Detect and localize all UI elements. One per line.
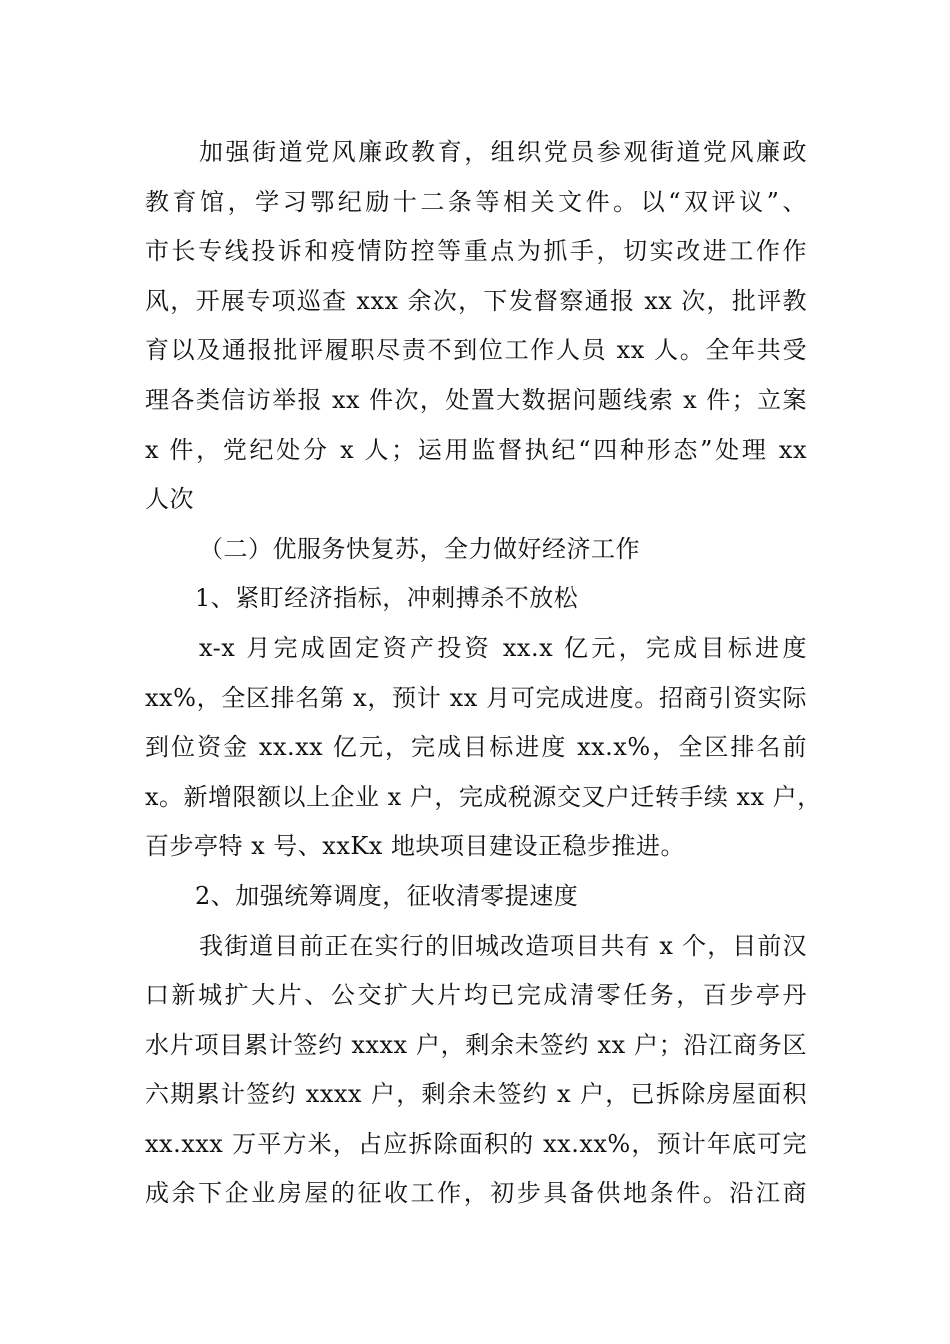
text-line: 我街道目前正在实行的旧城改造项目共有 x 个，目前汉 (199, 931, 807, 960)
text-line: 风，开展专项巡查 xxx 余次，下发督察通报 xx 次，批评教 (145, 286, 807, 315)
text-line: 到位资金 xx.xx 亿元，完成目标进度 xx.x%，全区排名前 (145, 733, 807, 762)
document-page (145, 128, 822, 1219)
text-line: 市长专线投诉和疫情防控等重点为抓手，切实改进工作作 (145, 237, 807, 266)
text-line: 育以及通报批评履职尽责不到位工作人员 xx 人。全年共受 (145, 336, 807, 365)
text-line: 人次 (145, 485, 194, 514)
text-line: 成余下企业房屋的征收工作，初步具备供地条件。沿江商 (145, 1179, 807, 1208)
text-line: 理各类信访举报 xx 件次，处置大数据问题线索 x 件；立案 (145, 385, 807, 414)
text-line: x。新增限额以上企业 x 户，完成税源交叉户迁转手续 xx 户， (145, 782, 822, 811)
text-line: 加强街道党风廉政教育，组织党员参观街道党风廉政 (199, 138, 807, 166)
subsection-heading: 1、紧盯经济指标，冲刺搏杀不放松 (195, 584, 579, 613)
text-line: 口新城扩大片、公交扩大片均已完成清零任务，百步亭丹 (145, 981, 807, 1010)
section-heading: （二）优服务快复苏，全力做好经济工作 (199, 534, 640, 563)
text-line: x-x 月完成固定资产投资 xx.x 亿元，完成目标进度 (199, 633, 807, 662)
subsection-heading: 2、加强统筹调度，征收清零提速度 (195, 881, 579, 910)
text-line: 百步亭特 x 号、xxKx 地块项目建设正稳步推进。 (145, 832, 685, 861)
paragraph-discipline (145, 128, 807, 525)
paragraph-economy (145, 624, 822, 872)
text-line: 教育馆，学习鄂纪励十二条等相关文件。以“双评议”、 (145, 187, 807, 216)
text-line: 水片项目累计签约 xxxx 户，剩余未签约 xx 户；沿江商务区 (145, 1030, 807, 1059)
text-line: xx%，全区排名第 x，预计 xx 月可完成进度。招商引资实际 (145, 683, 807, 712)
text-line: 六期累计签约 xxxx 户，剩余未签约 x 户，已拆除房屋面积 (145, 1080, 807, 1109)
text-line: xx.xxx 万平方米，占应拆除面积的 xx.xx%，预计年底可完 (145, 1129, 807, 1158)
paragraph-demolition (145, 922, 807, 1220)
text-line: x 件，党纪处分 x 人；运用监督执纪“四种形态”处理 xx (145, 435, 807, 464)
